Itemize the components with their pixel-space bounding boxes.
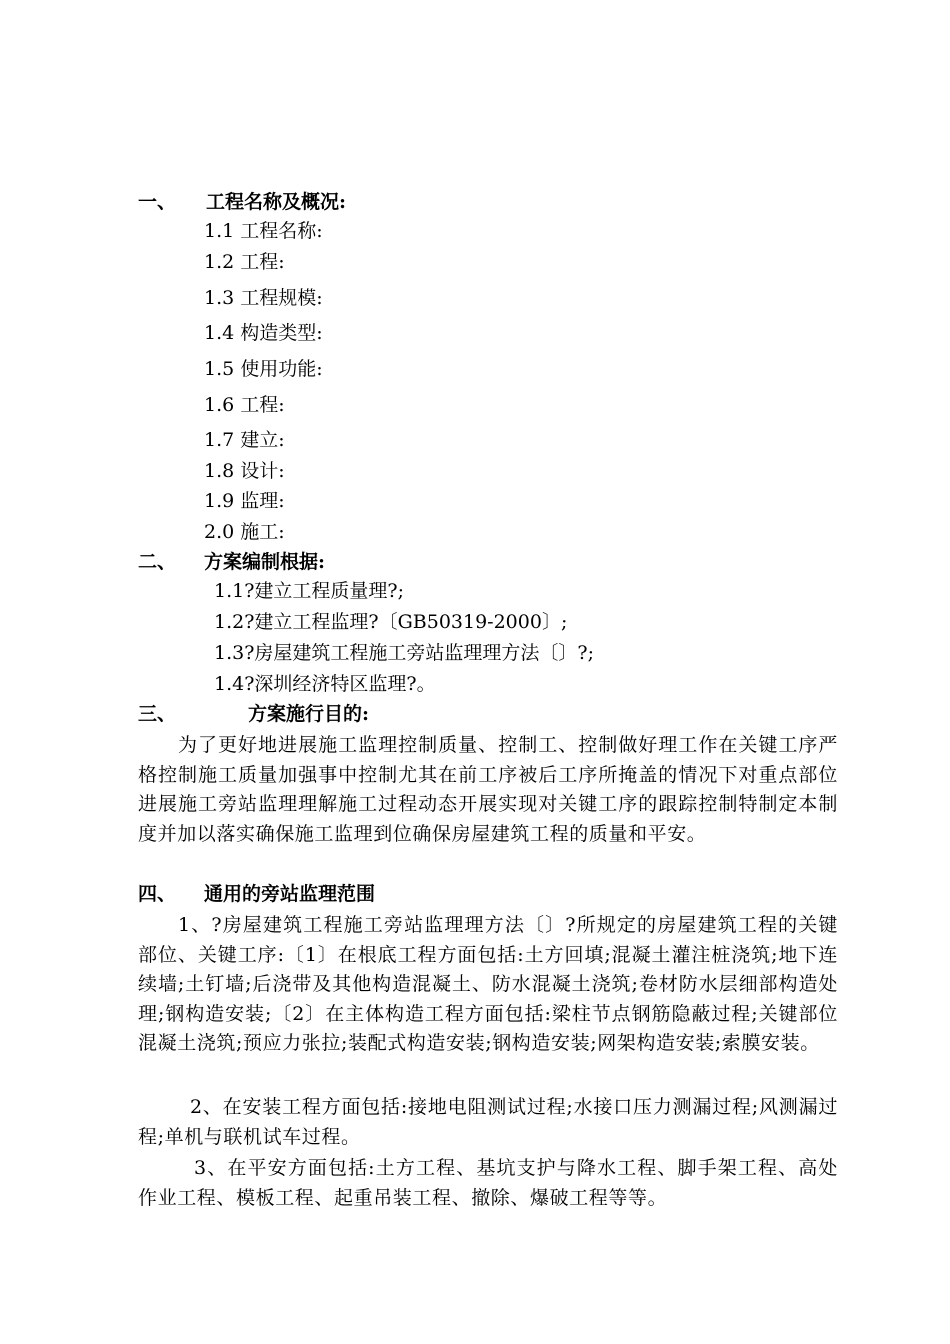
list-item: 1.7 建立: xyxy=(204,429,285,451)
list-item: 1.3?房屋建筑工程施工旁站监理理方法〔〕?; xyxy=(214,642,594,664)
section-title: 通用的旁站监理范围 xyxy=(204,883,376,905)
list-item: 1.1 工程名称: xyxy=(204,220,323,242)
section-title: 方案编制根据: xyxy=(204,551,326,573)
section-number: 三、 xyxy=(138,703,177,725)
list-item: 1.4?深圳经济特区监理?。 xyxy=(214,673,436,695)
body-paragraph: 1、?房屋建筑工程施工旁站监理理方法〔〕?所规定的房屋建筑工程的关键部位、关键工序:〔1〕在根底工程方面包括:土方回填;混凝土灌注桩浇筑;地下连续墙;土钉墙;后浇带及其他构造混凝土、防水混凝土浇筑;卷材防水层细部构造处理;钢构造安装;〔2〕在主体构造工程方面包括:梁柱节点钢筋隐蔽过程;关键部位混凝土浇筑;预应力张拉;装配式构造安装;钢构造安装;网架构造安装;索膜安装。 xyxy=(138,914,838,1054)
section-heading-2 xyxy=(138,550,326,574)
list-item: 1.5 使用功能: xyxy=(204,358,323,380)
section-number: 一、 xyxy=(138,191,177,213)
body-paragraph: 3、在平安方面包括:土方工程、基坑支护与降水工程、脚手架工程、高处作业工程、模板工程、起重吊装工程、撤除、爆破工程等等。 xyxy=(138,1157,838,1209)
list-item: 2.0 施工: xyxy=(204,521,285,543)
list-item: 1.3 工程规模: xyxy=(204,287,323,309)
section-title: 工程名称及概况: xyxy=(206,191,347,213)
list-item: 1.4 构造类型: xyxy=(204,322,323,344)
section-heading-1 xyxy=(138,190,347,214)
list-item: 1.8 设计: xyxy=(204,460,285,482)
list-item: 1.2 工程: xyxy=(204,251,285,273)
list-item: 1.1?建立工程质量理?; xyxy=(214,580,404,602)
section-number: 二、 xyxy=(138,551,177,573)
section-heading-4 xyxy=(138,882,376,906)
section-heading-3 xyxy=(138,702,370,726)
section-title: 方案施行目的: xyxy=(248,703,370,725)
list-item: 1.9 监理: xyxy=(204,490,285,512)
body-paragraph: 2、在安装工程方面包括:接地电阻测试过程;水接口压力测漏过程;风测漏过程;单机与联机试车过程。 xyxy=(138,1096,838,1148)
body-paragraph: 为了更好地进展施工监理控制质量、控制工、控制做好理工作在关键工序严格控制施工质量加强事中控制尤其在前工序被后工序所掩盖的情况下对重点部位进展施工旁站监理理解施工过程动态开展实现对关键工序的跟踪控制特制定本制度并加以落实确保施工监理到位确保房屋建筑工程的质量和平安。 xyxy=(138,734,838,845)
list-item: 1.2?建立工程监理?〔GB50319-2000〕; xyxy=(214,611,568,633)
list-item: 1.6 工程: xyxy=(204,394,285,416)
section-number: 四、 xyxy=(138,883,177,905)
